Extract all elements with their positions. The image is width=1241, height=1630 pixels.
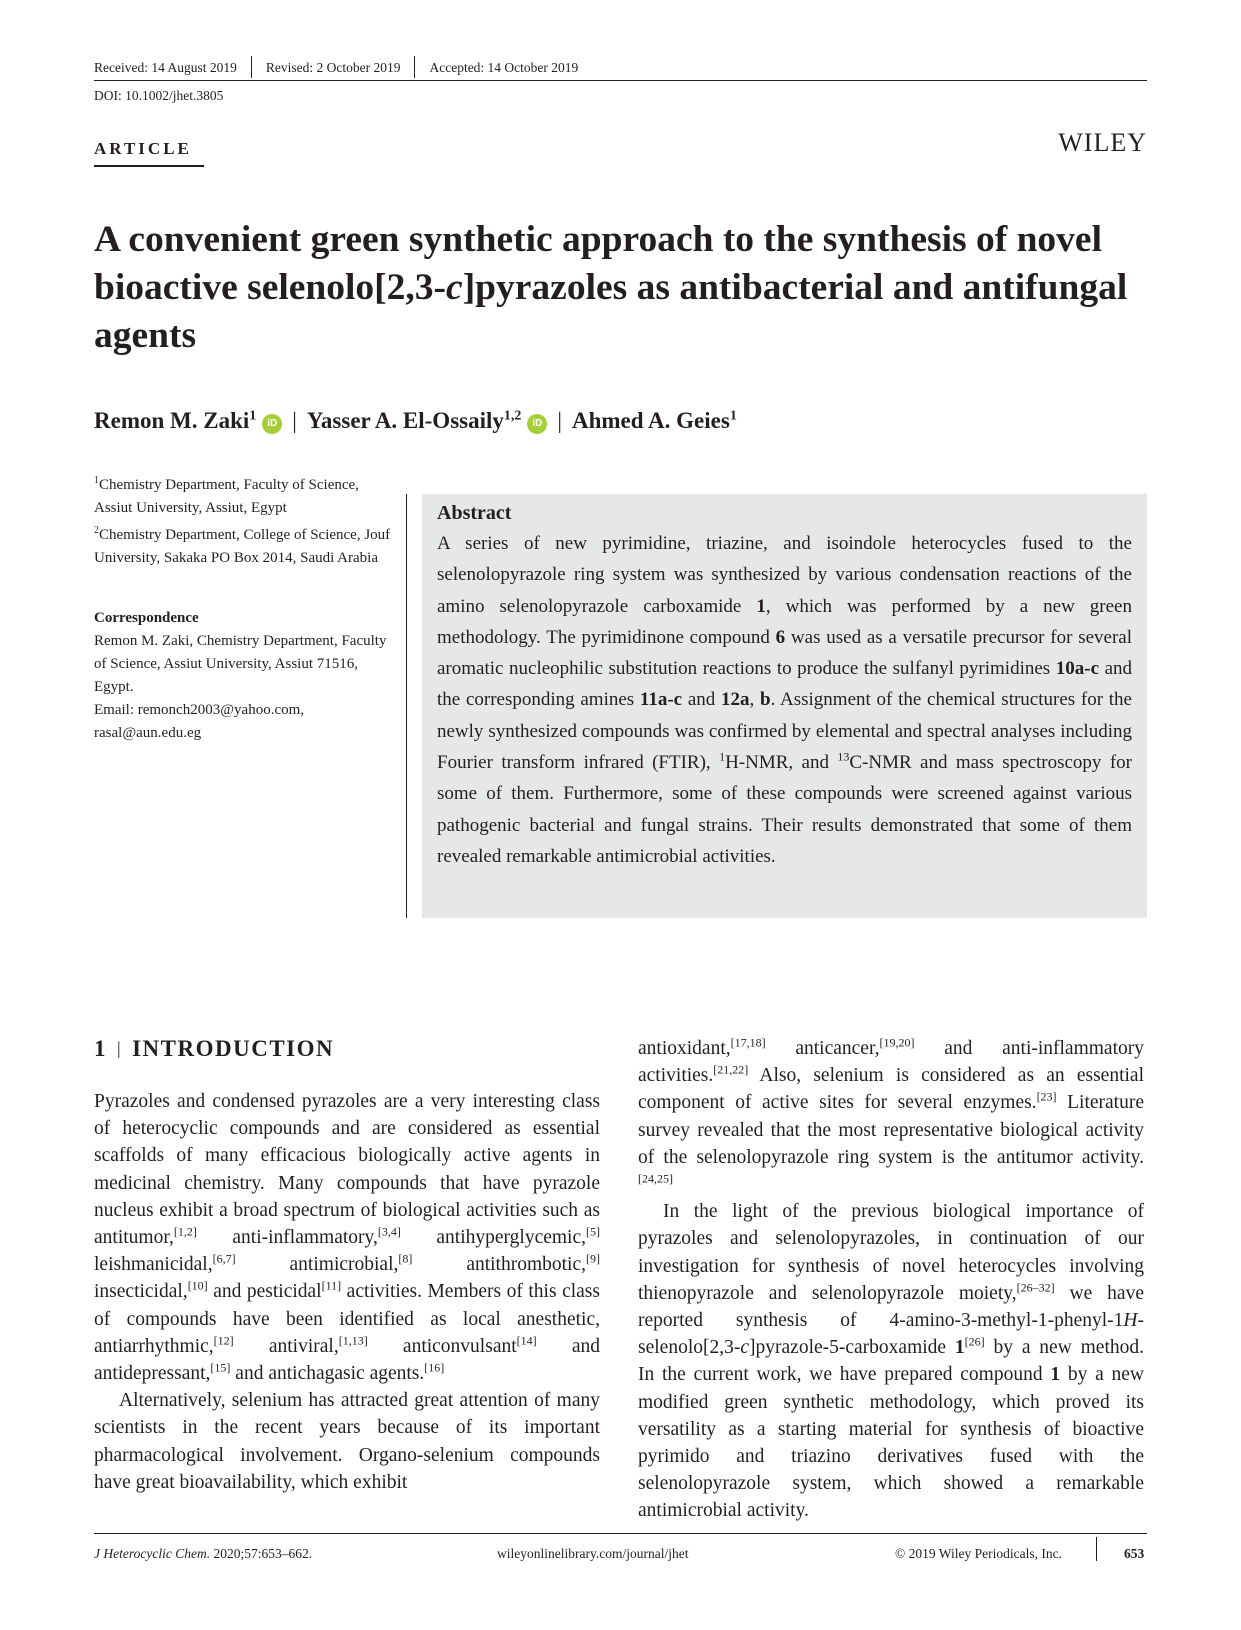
accepted-date: Accepted: 14 October 2019 xyxy=(429,60,579,76)
journal-url[interactable]: wileyonlinelibrary.com/journal/jhet xyxy=(497,1546,689,1561)
body-column-left xyxy=(94,1088,600,1496)
correspondence-address: Remon M. Zaki, Chemistry Department, Faculty of Science, Assiut University, Assiut 71516, Egypt. xyxy=(94,633,387,695)
body-paragraph: Pyrazoles and condensed pyrazoles are a very interesting class of heterocyclic compounds and are considered as essential scaffolds of many efficacious biologically active agents in medicinal chemistry. Many compounds that have pyrazole nucleus exhibit a broad spectrum of biological activities such as antitumor,[1,2] anti-inflammatory,[3,4] antihyperglycemic,[5] leishmanicidal,[6,7] antimicrobial,[8] antithrombotic,[9] insecticidal,[10] and pesticidal[11] activities. Members of this class of compounds have been identified as local anesthetic, antiarrhythmic,[12] antiviral,[1,13] anticonvulsant[14] and antidepressant,[15] and antichagasic agents.[16] xyxy=(94,1091,600,1385)
article-type: ARTICLE xyxy=(94,139,192,158)
abstract-text: A series of new pyrimidine, triazine, and isoindole heterocycles fused to the selenolopyrazole ring system was synthesized by various condensation reactions of the amino selenolopyrazole carboxamide 1, which was performed by a new green methodology. The pyrimidinone compound 6 was used as a versatile precursor for several aromatic nucleophilic substitution reactions to produce the sulfanyl pyrimidines 10a-c and the corresponding amines 11a-c and 12a, b. Assignment of the chemical structures for the newly synthesized compounds was confirmed by elemental and spectral analyses including Fourier transform infrared (FTIR), $^1$H-NMR, and $^{13}$C-NMR and mass spectroscopy for some of them. Furthermore, some of these compounds were screened against various pathogenic bacterial and fungal strains. Their results demonstrated that some of them revealed remarkable antimicrobial activities. xyxy=(437,533,1132,867)
correspondence-email[interactable]: Email: remonch2003@yahoo.com, rasal@aun.edu.eg xyxy=(94,702,305,741)
orcid-icon[interactable]: iD xyxy=(262,414,282,434)
abstract-box xyxy=(422,494,1147,918)
footer-divider xyxy=(1096,1537,1097,1561)
body-paragraph: Alternatively, selenium has attracted great attention of many scientists in the recent years because of its important pharmacological involvement. Organo-selenium compounds have great bioavailability, which exhibit xyxy=(94,1390,600,1493)
paper-title: A convenient green synthetic approach to the synthesis of novel bioactive selenolo[2,3-c]pyrazoles as antibacterial and antifungal agents xyxy=(94,219,1128,356)
abstract-heading: Abstract xyxy=(437,502,512,524)
received-date: Received: 14 August 2019 xyxy=(94,60,237,76)
publisher-logo: WILEY xyxy=(1058,128,1147,157)
author-affiliation-mark: 1 xyxy=(249,408,257,424)
copyright: © 2019 Wiley Periodicals, Inc. xyxy=(895,1546,1062,1561)
author-list: Remon M. Zaki$^1$iD | Yasser A. El-Ossaily$^{1,2}$iD | Ahmed A. Geies$^1$ xyxy=(94,408,737,433)
page-number: 653 xyxy=(1124,1546,1145,1561)
revised-date: Revised: 2 October 2019 xyxy=(265,60,401,76)
affiliation: $^2$Chemistry Department, College of Science, Jouf University, Sakaka PO Box 2014, Saudi Arabia xyxy=(94,525,391,566)
author-name: Ahmed A. Geies xyxy=(572,408,730,433)
journal-name: J Heterocyclic Chem. xyxy=(94,1546,211,1561)
article-dates xyxy=(94,58,578,80)
author-name: Remon M. Zaki xyxy=(94,408,250,433)
header-rule xyxy=(94,80,1147,81)
journal-citation xyxy=(94,1546,312,1562)
correspondence xyxy=(94,607,394,745)
doi[interactable]: DOI: 10.1002/jhet.3805 xyxy=(94,88,224,103)
footer-rule xyxy=(94,1533,1147,1534)
author-name: Yasser A. El-Ossaily xyxy=(306,408,504,433)
section-number: 1 xyxy=(94,1036,107,1061)
section-heading: 1 | INTRODUCTION xyxy=(94,1036,335,1061)
author-affiliation-mark: 1,2 xyxy=(503,408,522,424)
article-type-underline xyxy=(94,165,204,167)
body-column-right xyxy=(638,1035,1144,1525)
abstract-divider xyxy=(406,494,407,918)
affiliation: $^1$Chemistry Department, Faculty of Science, Assiut University, Assiut, Egypt xyxy=(94,475,359,516)
body-paragraph: In the light of the previous biological importance of pyrazoles and selenolopyrazoles, in continuation of our investigation for synthesis of novel heterocycles involving thienopyrazole and selenolopyrazole moiety,[26–32] we have reported synthesis of 4-amino-3-methyl-1-phenyl-1H-selenolo[2,3-c]pyrazole-5-carboxamide 1[26] by a new method. In the current work, we have prepared compound 1 by a new modified green synthetic methodology, which proved its versatility as a starting material for synthesis of bioactive pyrimido and triazino derivatives fused with the selenolopyrazole system, which showed a remarkable antimicrobial activity. xyxy=(638,1201,1144,1522)
orcid-icon[interactable]: iD xyxy=(527,414,547,434)
body-paragraph: antioxidant,[17,18] anticancer,[19,20] and anti-inflammatory activities.[21,22] Also, selenium is considered as an essential component of active sites for several enzymes.[23] Literature survey revealed that the most representative biological activity of the selenolopyrazole ring system is the antitumor activity.[24,25] xyxy=(638,1035,1144,1186)
journal-volume: 2020;57:653–662. xyxy=(213,1546,313,1561)
section-title: INTRODUCTION xyxy=(132,1036,335,1061)
correspondence-heading: Correspondence xyxy=(94,610,199,626)
author-affiliation-mark: 1 xyxy=(729,408,737,424)
